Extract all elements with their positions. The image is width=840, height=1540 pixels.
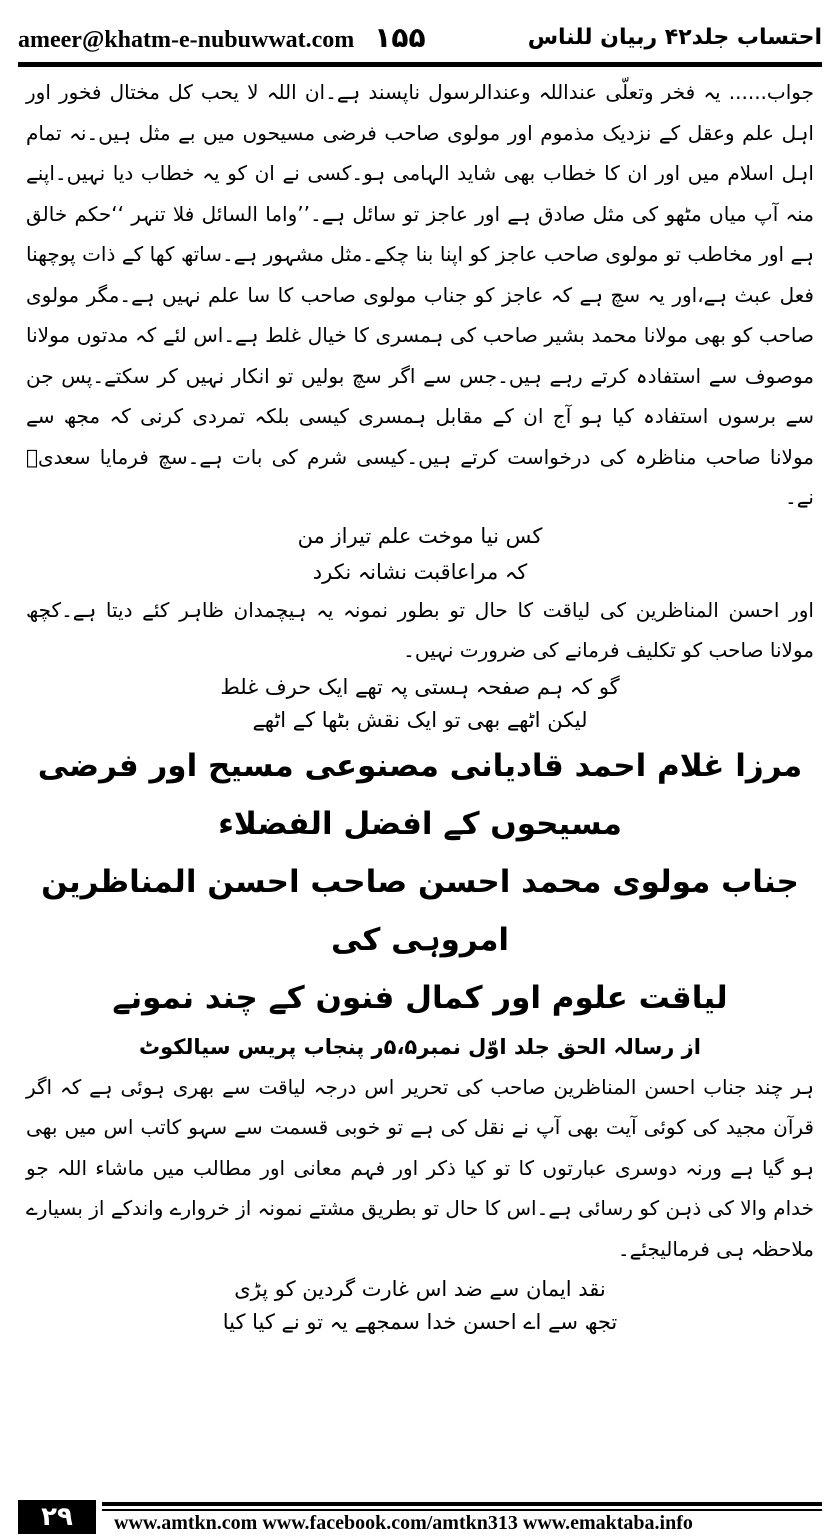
verse-3-line-1: نقد ایمان سے ضد اس غارت گردین کو پڑی: [234, 1277, 606, 1301]
section-heading-line-2: جناب مولوی محمد احسن صاحب احسن المناظرین امروہی کی: [41, 863, 799, 958]
header-email: ameer@khatm-e-nubuwwat.com: [18, 26, 355, 53]
section-heading-line-1: مرزا غلام احمد قادیانی مصنوعی مسیح اور فرضی مسیحوں کے افضل الفضلاء: [37, 747, 803, 842]
page-footer: [18, 1500, 822, 1534]
page-content: [26, 72, 814, 1339]
footer-rule-thin: [102, 1509, 822, 1511]
footer-page-number: ۲۹: [18, 1500, 96, 1534]
page-header: [18, 14, 822, 60]
header-rule: [18, 62, 822, 67]
paragraph-3: ہر چند جناب احسن المناظرین صاحب کی تحریر اس درجہ لیاقت سے بھری ہوئی ہے کہ اگر قرآن مجید کی کوئی آیت بھی آپ نے نقل کی ہے تو خوبی قسمت سے سہو کاتب اس میں بھی ہو گیا ہے ورنہ دوسری عبارتوں کا تو کیا ذکر اور فہم معانی اور مطالب میں ماشاء اللہ جو خدام والا کی ذہن کو رسائی ہے۔اس کا حال تو بطریق مشتے نمونہ از خروارے واندکے از بسیارے ملاحظہ ہی فرمالیجئے۔: [26, 1074, 814, 1261]
header-page-number: ۱۵۵: [374, 20, 426, 54]
footer-urls: www.amtkn.com www.facebook.com/amtkn313 www.emaktaba.info: [114, 1512, 693, 1534]
running-title: احتساب جلد۴۲ ربیان للناس: [527, 24, 822, 50]
footer-rule-thick: [102, 1502, 822, 1506]
paragraph-2: اور احسن المناظرین کی لیاقت کا حال تو بطور نمونہ یہ ہیچمدان ظاہر کئے دیتا ہے۔کچھ مولانا صاحب کو تکلیف فرمانے کی ضرورت نہیں۔: [26, 597, 814, 662]
verse-1-line-2: کہ مراعاقبت نشانہ نکرد: [312, 559, 528, 584]
paragraph-1: جواب...... یہ فخر وتعلّی عنداللہ وعندالرسول ناپسند ہے۔ان اللہ لا یحب کل مختال فخور اور اہل علم وعقل کے نزدیک مذموم اور مولوی صاحب فرضی مسیحوں میں بے مثل ہیں۔نہ تمام اہل اسلام میں اور ان کا خطاب بھی شاید الہامی ہو۔کسی نے ان کو یہ خطاب دیا نہیں۔اپنے منہ آپ میاں مٹھو کی مثل صادق ہے اور عاجز تو سائل ہے۔’’واما السائل فلا تنہر ‘‘حکم خالق ہے اور مخاطب تو مولوی صاحب عاجز کو اپنا بنا چکے۔مثل مشہور ہے۔ساتھ کھا کے ذات پوچھنا فعل عبث ہے،اور یہ سچ ہے کہ عاجز کو جناب مولوی صاحب کا سا علم نہیں ہے۔مگر مولوی صاحب کو بھی مولانا محمد بشیر صاحب کی ہمسری کا خیال غلط ہے۔اس لئے کہ مدتوں مولانا موصوف سے استفادہ کرتے رہے ہیں۔جس سے اگر سچ بولیں تو انکار نہیں کر سکتے۔پس جن سے برسوں استفادہ کیا ہو آج ان کے مقابل ہمسری کیسی بلکہ تمردی کرنی کہ مجھ سے مولانا صاحب مناظرہ کی درخواست کرتے ہیں۔کیسی شرم کی بات ہے۔سچ فرمایا سعدیؒ نے۔: [26, 80, 814, 509]
header-left: [18, 21, 426, 54]
source-subheading: از رسالہ الحق جلد اوّل نمبر۵،۵ر پنجاب پریس سیالکوٹ: [139, 1034, 701, 1059]
section-heading-line-3: لیاقت علوم اور کمال فنون کے چند نمونے: [112, 979, 728, 1016]
verse-1-line-1: کس نیا موخت علم تیراز من: [297, 523, 543, 548]
verse-3-line-2: تجھ سے اے احسن خدا سمجھے یہ تو نے کیا کیا: [222, 1310, 618, 1334]
verse-2-line-2: لیکن اٹھے بھی تو ایک نقش بٹھا کے اٹھے: [252, 707, 588, 732]
verse-2-line-1: گو کہ ہم صفحہ ہستی پہ تھے ایک حرف غلط: [220, 674, 620, 699]
